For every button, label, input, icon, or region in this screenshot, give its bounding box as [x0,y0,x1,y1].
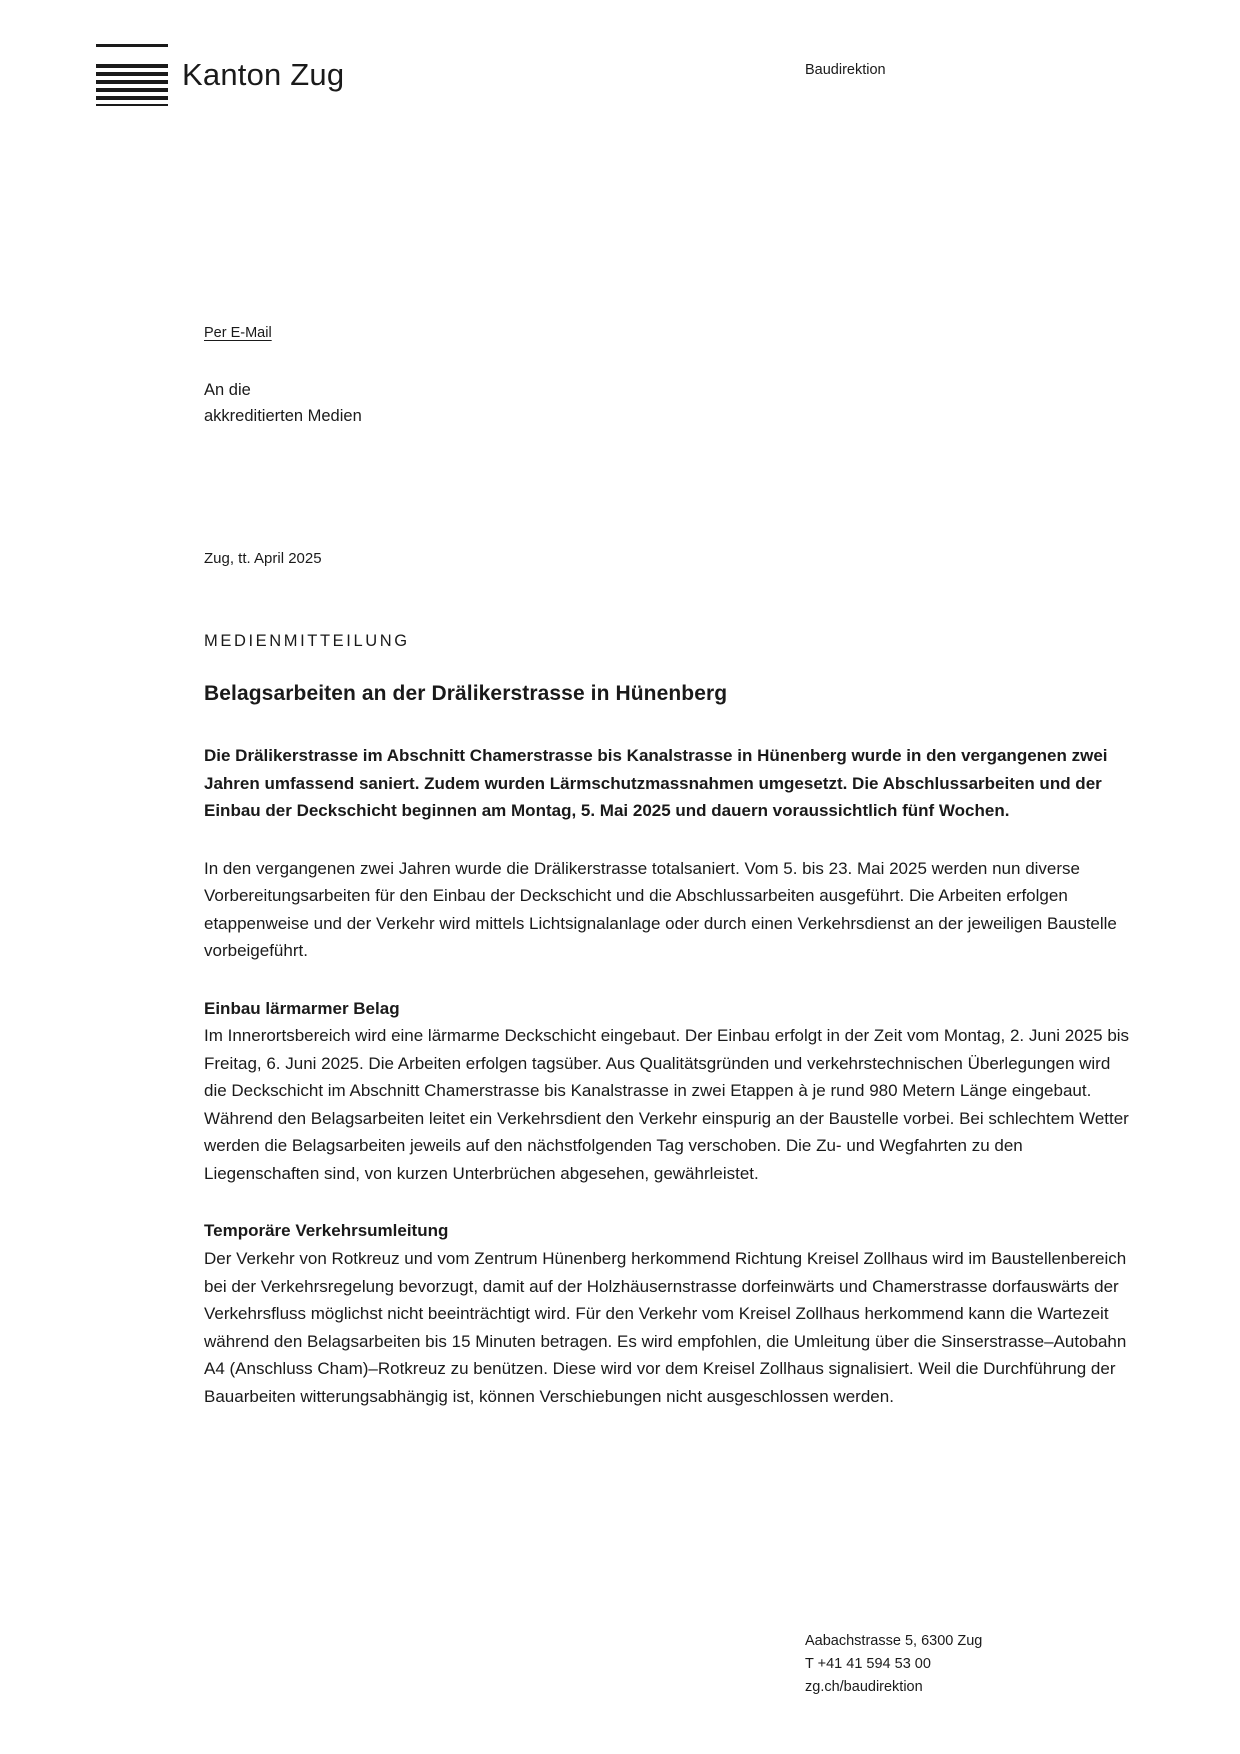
delivery-note: Per E-Mail [204,325,272,341]
dateline: Zug, tt. April 2025 [204,550,322,567]
intro-paragraph: In den vergangenen zwei Jahren wurde die Drälikerstrasse totalsaniert. Vom 5. bis 23. Mai 2025 werden nun diverse Vorbereitungsarbeiten für den Einbau der Deckschicht und die Abschlussarbeiten ausgeführt. Die Arbeiten erfolgen etappenweise und der Verkehr wird mittels Lichtsignalanlage oder durch einen Verkehrsdienst an der jeweiligen Baustelle vorbeigeführt. [204,858,1117,961]
addressee-line-1: An die [204,381,251,399]
addressee-block [204,378,362,429]
section-text-2: Der Verkehr von Rotkreuz und vom Zentrum Hünenberg herkommend Richtung Kreisel Zollhaus wird im Baustellenbereich bei der Verkehrsregelung bevorzugt, damit auf der Holzhäusernstrasse dorfeinwärts und Chamerstrasse dorfauswärts der Verkehrsfluss möglichst nicht beeinträchtigt wird. Für den Verkehr vom Kreisel Zollhaus herkommend kann die Wartezeit während den Belagsarbeiten bis 15 Minuten betragen. Es wird empfohlen, die Umleitung über die Sinserstrasse–Autobahn A4 (Anschluss Cham)–Rotkreuz zu benützen. Diese wird vor dem Kreisel Zollhaus signalisiert. Weil die Durchführung der Bauarbeiten witterungsabhängig ist, können Verschiebungen nicht ausgeschlossen werden. [204,1248,1127,1406]
letter-body [204,742,1134,1440]
letter-footer [805,1630,982,1699]
document-kicker: MEDIENMITTEILUNG [204,632,410,650]
section-title-1: Einbau lärmarmer Belag [204,998,400,1018]
kanton-zug-logo [96,44,344,106]
section-title-2: Temporäre Verkehrsumleitung [204,1221,449,1241]
footer-phone: T +41 41 594 53 00 [805,1655,931,1672]
section-text-1: Im Innerortsbereich wird eine lärmarme Deckschicht eingebaut. Der Einbau erfolgt in der Zeit vom Montag, 2. Juni 2025 bis Freitag, 6. Juni 2025. Die Arbeiten erfolgen tagsüber. Aus Qualitätsgründen und verkehrstechnischen Überlegungen wird die Deckschicht im Abschnitt Chamerstrasse bis Kanalstrasse in zwei Etappen à je rund 980 Metern Länge eingebaut. Während den Belagsarbeiten leitet ein Verkehrsdient den Verkehr einspurig an der Baustelle vorbei. Bei schlechtem Wetter werden die Belagsarbeiten jeweils auf den nächstfolgenden Tag verschoben. Die Zu- und Wegfahrten zu den Liegenschaften sind, von kurzen Unterbrüchen abgesehen, gewährleistet. [204,1026,1130,1183]
page-title: Belagsarbeiten an der Drälikerstrasse in Hünenberg [204,682,728,705]
footer-website: zg.ch/baudirektion [805,1678,923,1695]
department-label: Baudirektion [805,62,886,78]
footer-address: Aabachstrasse 5, 6300 Zug [805,1633,983,1649]
logo-wordmark: Kanton Zug [182,56,345,92]
letter-header [0,44,1240,134]
addressee-line-2: akkreditierten Medien [204,406,362,425]
kanton-zug-coat-of-arms-icon [96,44,168,106]
lead-paragraph: Die Drälikerstrasse im Abschnitt Chamerstrasse bis Kanalstrasse in Hünenberg wurde in den vergangenen zwei Jahren umfassend saniert. Zudem wurden Lärmschutzmassnahmen umgesetzt. Die Abschlussarbeiten und der Einbau der Deckschicht beginnen am Montag, 5. Mai 2025 und dauern voraussichtlich fünf Wochen. [204,746,1108,821]
